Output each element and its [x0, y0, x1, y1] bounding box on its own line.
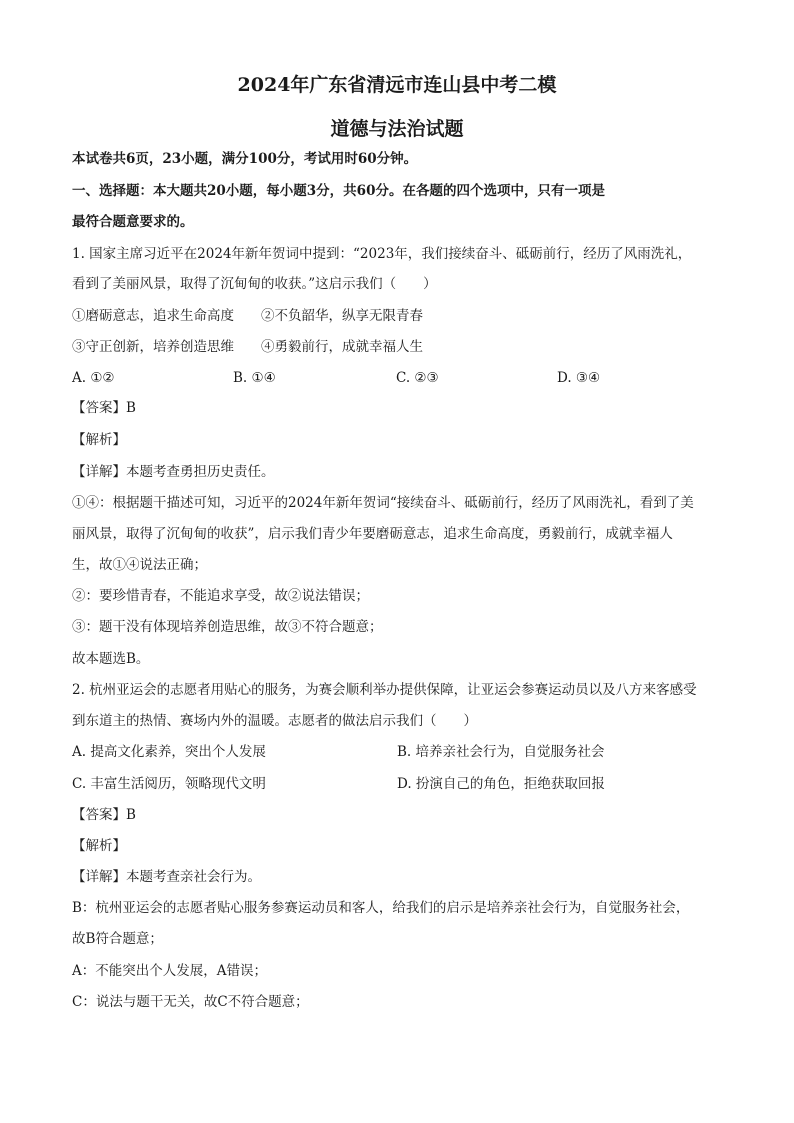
q2-explanation-line3: A：不能突出个人发展，A错误；	[72, 963, 267, 979]
q1-item-line2: ③守正创新，培养创造思维 ④勇毅前行，成就幸福人生	[72, 339, 423, 355]
q2-answer: 【答案】B	[72, 807, 136, 823]
q1-stem-line2: 看到了美丽风景，取得了沉甸甸的收获。”这启示我们（ ）	[72, 276, 437, 292]
q1-option-b: B. ①④	[233, 370, 276, 386]
q1-explanation-line3: 生，故①④说法正确；	[72, 557, 207, 573]
q2-analysis-label: 【解析】	[72, 838, 126, 854]
q2-explanation-line1: B：杭州亚运会的志愿者贴心服务参赛运动员和客人，给我们的启示是培养亲社会行为，自觉服务社会，	[72, 900, 690, 916]
q1-item-line1: ①磨砺意志，追求生命高度 ②不负韶华，纵享无限青春	[72, 308, 423, 324]
q1-stem-line1: 1. 国家主席习近平在2024年新年贺词中提到：“2023年，我们接续奋斗、砥砺前行，经历了风雨洗礼，	[72, 246, 692, 262]
exam-intro: 本试卷共6页，23小题，满分100分，考试用时60分钟。	[72, 151, 418, 167]
page-subtitle: 道德与法治试题	[330, 118, 464, 140]
q1-option-c: C. ②③	[396, 370, 439, 386]
q2-explanation-line2: 故B符合题意；	[72, 931, 163, 947]
q2-option-b: B. 培养亲社会行为，自觉服务社会	[397, 744, 605, 760]
q2-option-c: C. 丰富生活阅历，领略现代文明	[72, 776, 266, 792]
q2-option-a: A. 提高文化素养，突出个人发展	[72, 744, 266, 760]
q2-option-d: D. 扮演自己的角色，拒绝获取回报	[397, 776, 605, 792]
q1-explanation-line5: ③：题干没有体现培养创造思维，故③不符合题意；	[72, 619, 383, 635]
page-title: 2024年广东省清远市连山县中考二模	[237, 74, 557, 96]
q1-answer: 【答案】B	[72, 400, 136, 416]
q1-explanation-line4: ②：要珍惜青春，不能追求享受，故②说法错误；	[72, 588, 369, 604]
q2-stem-line2: 到东道主的热情、赛场内外的温暖。志愿者的做法启示我们（ ）	[72, 713, 477, 729]
q1-option-d: D. ③④	[557, 370, 601, 386]
q2-explanation-line4: C：说法与题干无关，故C不符合题意；	[72, 994, 309, 1010]
section-heading-line2: 最符合题意要求的。	[72, 214, 194, 230]
q1-conclusion: 故本题选B。	[72, 651, 150, 667]
q1-explanation-line1: ①④：根据题干描述可知，习近平的2024年新年贺词“接续奋斗、砥砺前行，经历了风雨洗礼，看到了美	[72, 495, 694, 511]
q1-option-a: A. ①②	[72, 370, 115, 386]
q2-stem-line1: 2. 杭州亚运会的志愿者用贴心的服务，为赛会顺利举办提供保障，让亚运会参赛运动员以及八方来客感受	[72, 682, 697, 698]
q2-detail: 【详解】本题考查亲社会行为。	[72, 869, 261, 885]
section-heading-line1: 一、选择题：本大题共20小题，每小题3分，共60分。在各题的四个选项中，只有一项是	[72, 183, 605, 199]
q1-analysis-label: 【解析】	[72, 432, 126, 448]
q1-explanation-line2: 丽风景，取得了沉甸甸的收获”，启示我们青少年要磨砺意志，追求生命高度，勇毅前行，成就幸福人	[72, 526, 673, 542]
q1-detail: 【详解】本题考查勇担历史责任。	[72, 464, 275, 480]
